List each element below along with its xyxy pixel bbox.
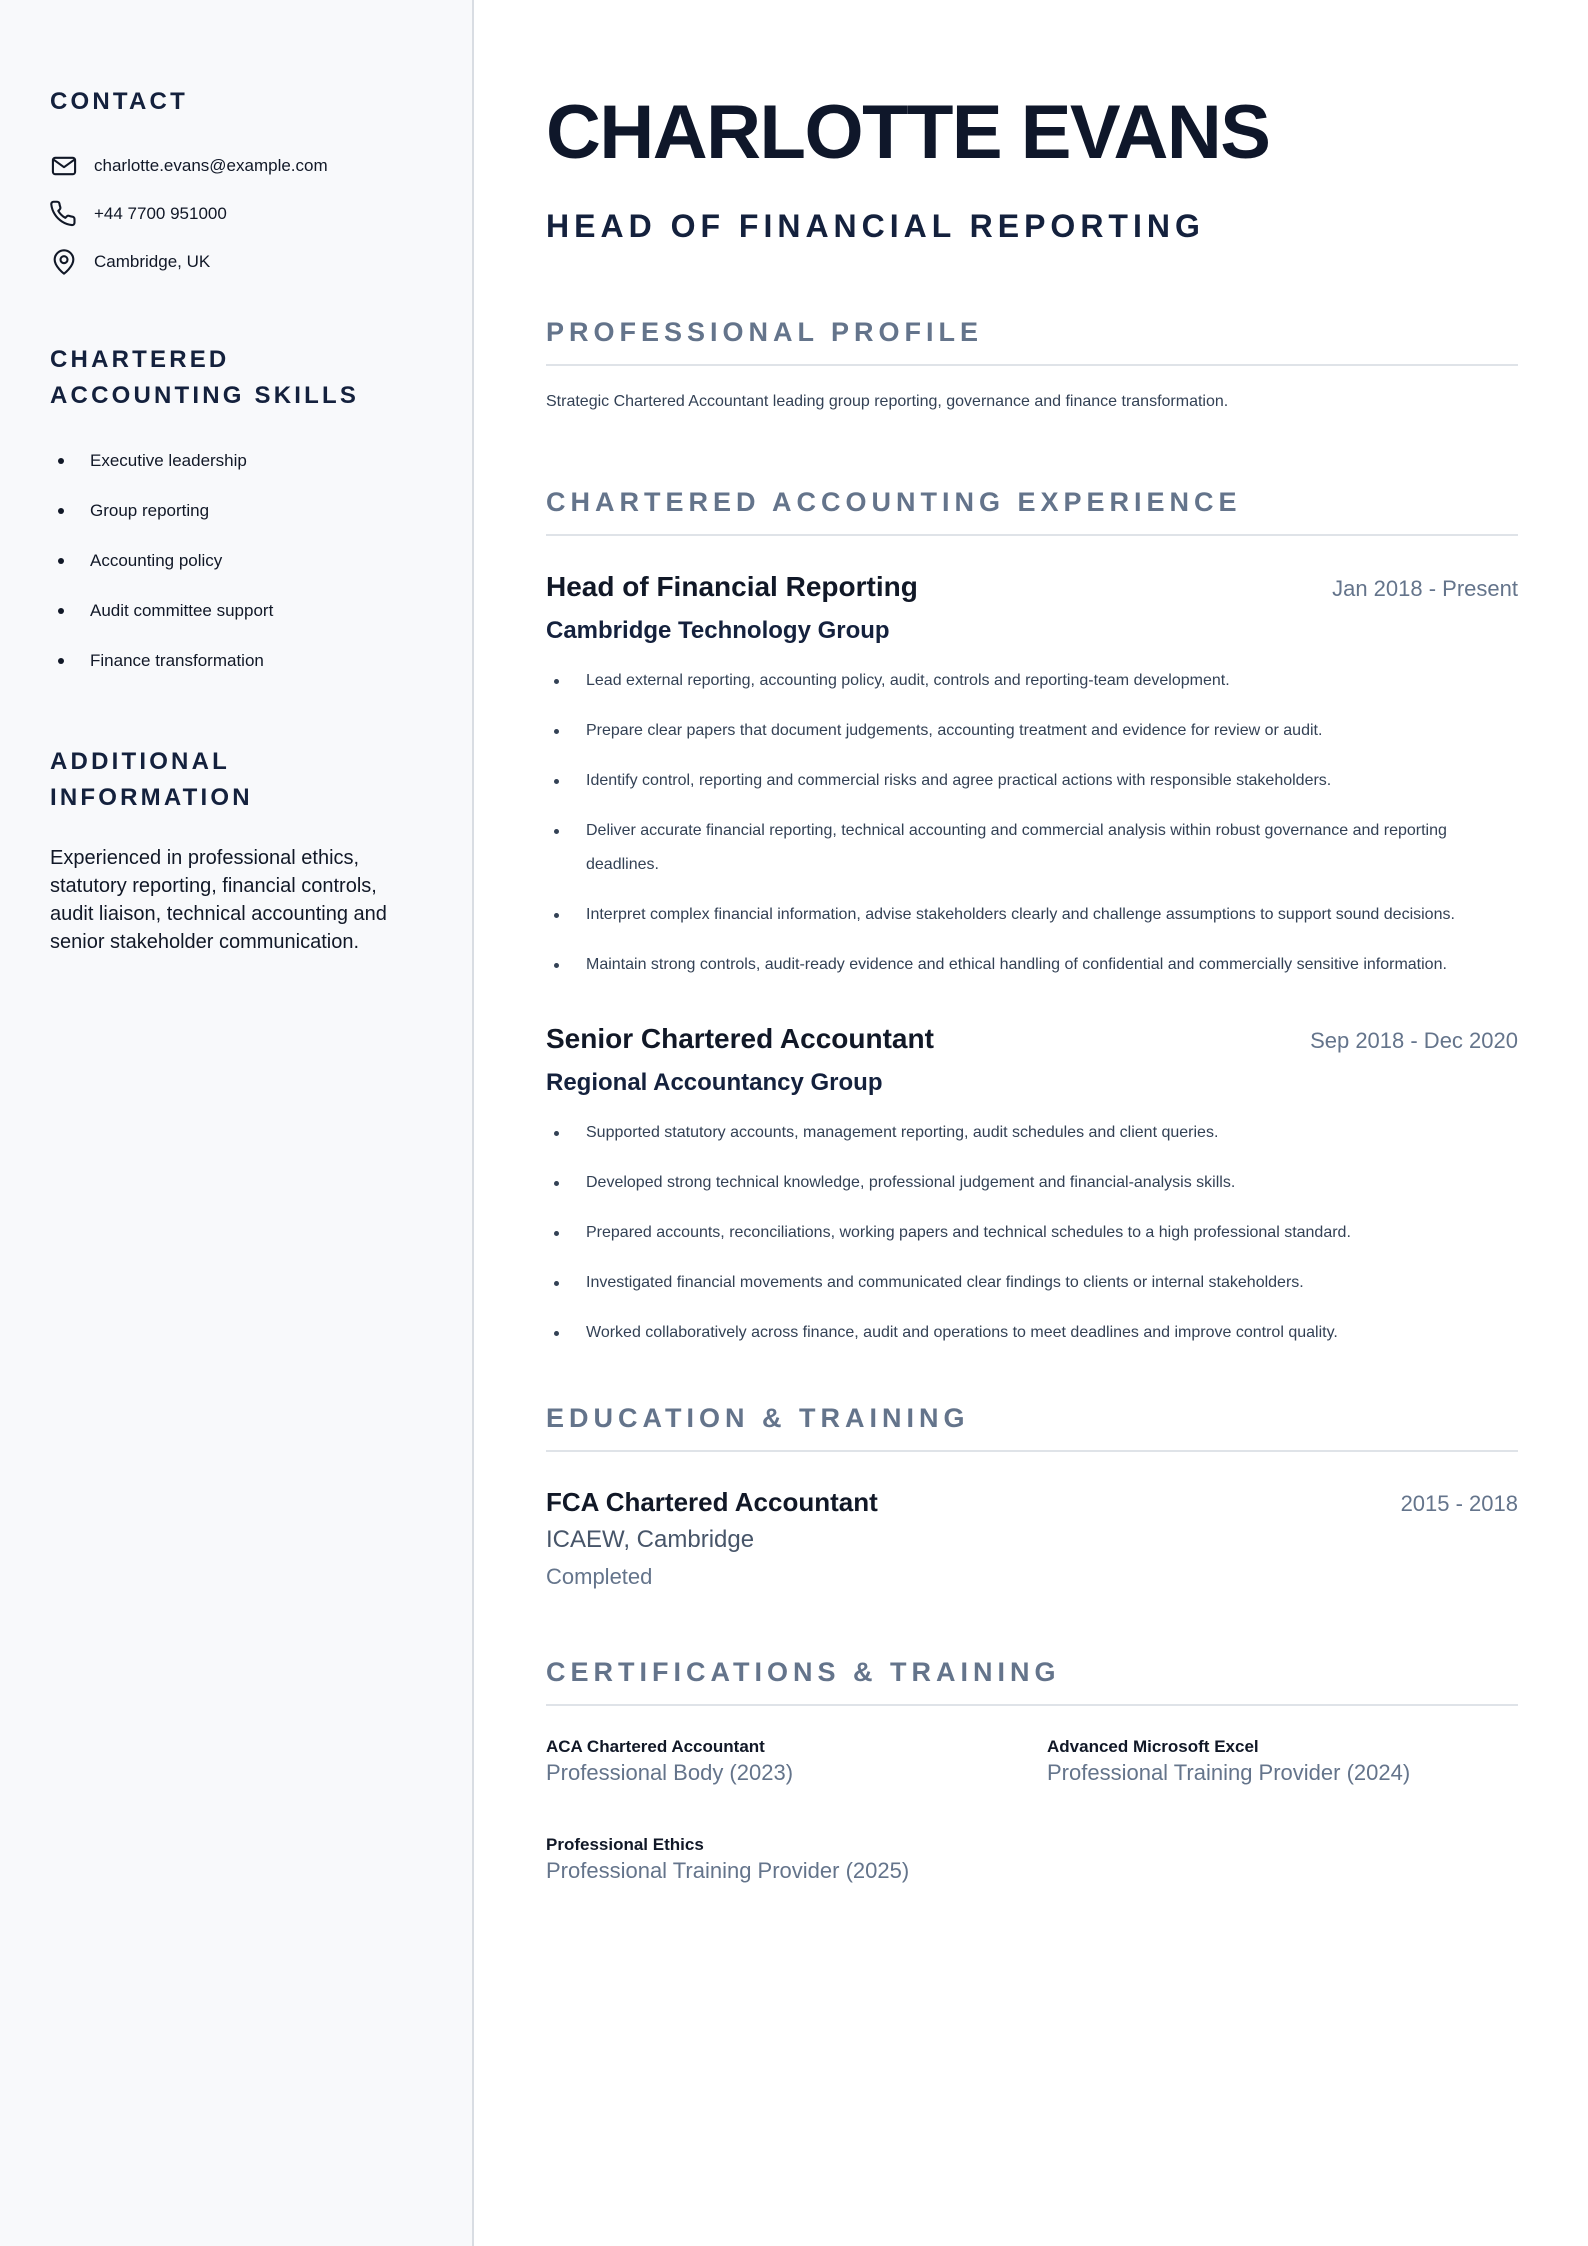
- skill-item: Finance transformation: [50, 636, 422, 686]
- skills-list: [50, 436, 422, 686]
- candidate-title: HEAD OF FINANCIAL REPORTING: [546, 208, 1205, 244]
- phone-text[interactable]: +44 7700 951000: [94, 204, 227, 223]
- certification-item: [546, 1834, 1017, 1886]
- profile-heading: PROFESSIONAL PROFILE: [546, 314, 1518, 366]
- job-bullet: Prepared accounts, reconciliations, working papers and technical schedules to a high professional standard.: [546, 1216, 1518, 1250]
- education-status: Completed: [546, 1564, 653, 1589]
- contact-email[interactable]: [50, 142, 422, 190]
- skill-item: Audit committee support: [50, 586, 422, 636]
- job-bullet: Interpret complex financial information, advise stakeholders clearly and challenge assumptions to support sound decisions.: [546, 898, 1518, 932]
- job-bullet: Investigated financial movements and communicated clear findings to clients or internal stakeholders.: [546, 1266, 1518, 1300]
- job-title: Senior Chartered Accountant: [546, 1023, 934, 1054]
- job-bullets: [546, 1116, 1518, 1350]
- contact-phone[interactable]: [50, 190, 422, 238]
- sidebar: [0, 0, 474, 2246]
- job-bullet: Maintain strong controls, audit-ready evidence and ethical handling of confidential and commercially sensitive information.: [546, 948, 1518, 982]
- job-title: Head of Financial Reporting: [546, 571, 918, 602]
- job-bullet: Supported statutory accounts, management reporting, audit schedules and client queries.: [546, 1116, 1518, 1150]
- certification-provider: Professional Training Provider (2025): [546, 1858, 910, 1883]
- envelope-icon: [50, 152, 78, 180]
- experience-section: [546, 484, 1518, 1350]
- additional-info-text: Experienced in professional ethics, statutory reporting, financial controls, audit liaison, technical accounting and senior stakeholder communication.: [50, 847, 387, 953]
- location-text: Cambridge, UK: [94, 252, 211, 271]
- profile-text: Strategic Chartered Accountant leading group reporting, governance and finance transformation.: [546, 393, 1229, 410]
- job-company: Regional Accountancy Group: [546, 1069, 883, 1096]
- skill-item: Accounting policy: [50, 536, 422, 586]
- skill-item: Executive leadership: [50, 436, 422, 486]
- certifications-heading: CERTIFICATIONS & TRAINING: [546, 1654, 1518, 1706]
- contact-location: [50, 238, 422, 286]
- profile-section: [546, 314, 1518, 414]
- certification-provider: Professional Body (2023): [546, 1760, 794, 1785]
- job-bullet: Deliver accurate financial reporting, technical accounting and commercial analysis within robust governance and reporting deadlines.: [546, 814, 1518, 882]
- main-content: [474, 0, 1588, 2246]
- email-text[interactable]: charlotte.evans@example.com: [94, 156, 328, 175]
- education-entry: [546, 1486, 1518, 1592]
- skill-item: Group reporting: [50, 486, 422, 536]
- education-title: FCA Chartered Accountant: [546, 1487, 878, 1517]
- job-date: Jan 2018 - Present: [1332, 576, 1518, 601]
- job-entry: [546, 1022, 1518, 1350]
- job-date: Sep 2018 - Dec 2020: [1310, 1028, 1518, 1053]
- additional-info-heading: ADDITIONAL INFORMATION: [50, 748, 253, 811]
- job-entry: [546, 570, 1518, 982]
- certification-item: [546, 1736, 1017, 1788]
- map-pin-icon: [50, 248, 78, 276]
- job-header: [546, 1022, 1518, 1056]
- education-heading: EDUCATION & TRAINING: [546, 1400, 1518, 1452]
- education-header: [546, 1486, 1518, 1518]
- certification-item: [1047, 1736, 1518, 1788]
- job-bullet: Prepare clear papers that document judgements, accounting treatment and evidence for review or audit.: [546, 714, 1518, 748]
- skills-heading: CHARTERED ACCOUNTING SKILLS: [50, 346, 360, 409]
- certification-name: Advanced Microsoft Excel: [1047, 1737, 1259, 1756]
- certification-provider: Professional Training Provider (2024): [1047, 1760, 1411, 1785]
- experience-heading: CHARTERED ACCOUNTING EXPERIENCE: [546, 484, 1518, 536]
- education-institution: ICAEW, Cambridge: [546, 1526, 755, 1553]
- job-bullet: Lead external reporting, accounting policy, audit, controls and reporting-team development.: [546, 664, 1518, 698]
- contact-list: [50, 142, 422, 286]
- education-section: [546, 1400, 1518, 1592]
- phone-icon: [50, 200, 78, 228]
- job-bullet: Developed strong technical knowledge, professional judgement and financial-analysis skills.: [546, 1166, 1518, 1200]
- job-bullet: Identify control, reporting and commercial risks and agree practical actions with responsible stakeholders.: [546, 764, 1518, 798]
- job-header: [546, 570, 1518, 604]
- job-bullet: Worked collaboratively across finance, audit and operations to meet deadlines and improve control quality.: [546, 1316, 1518, 1350]
- certification-name: ACA Chartered Accountant: [546, 1737, 765, 1756]
- job-bullets: [546, 664, 1518, 982]
- certifications-section: [546, 1654, 1518, 1886]
- candidate-name: CHARLOTTE EVANS: [546, 90, 1270, 175]
- certifications-grid: [546, 1736, 1518, 1886]
- job-company: Cambridge Technology Group: [546, 617, 890, 644]
- certification-name: Professional Ethics: [546, 1835, 704, 1854]
- contact-heading: CONTACT: [50, 88, 188, 115]
- education-date: 2015 - 2018: [1400, 1491, 1518, 1516]
